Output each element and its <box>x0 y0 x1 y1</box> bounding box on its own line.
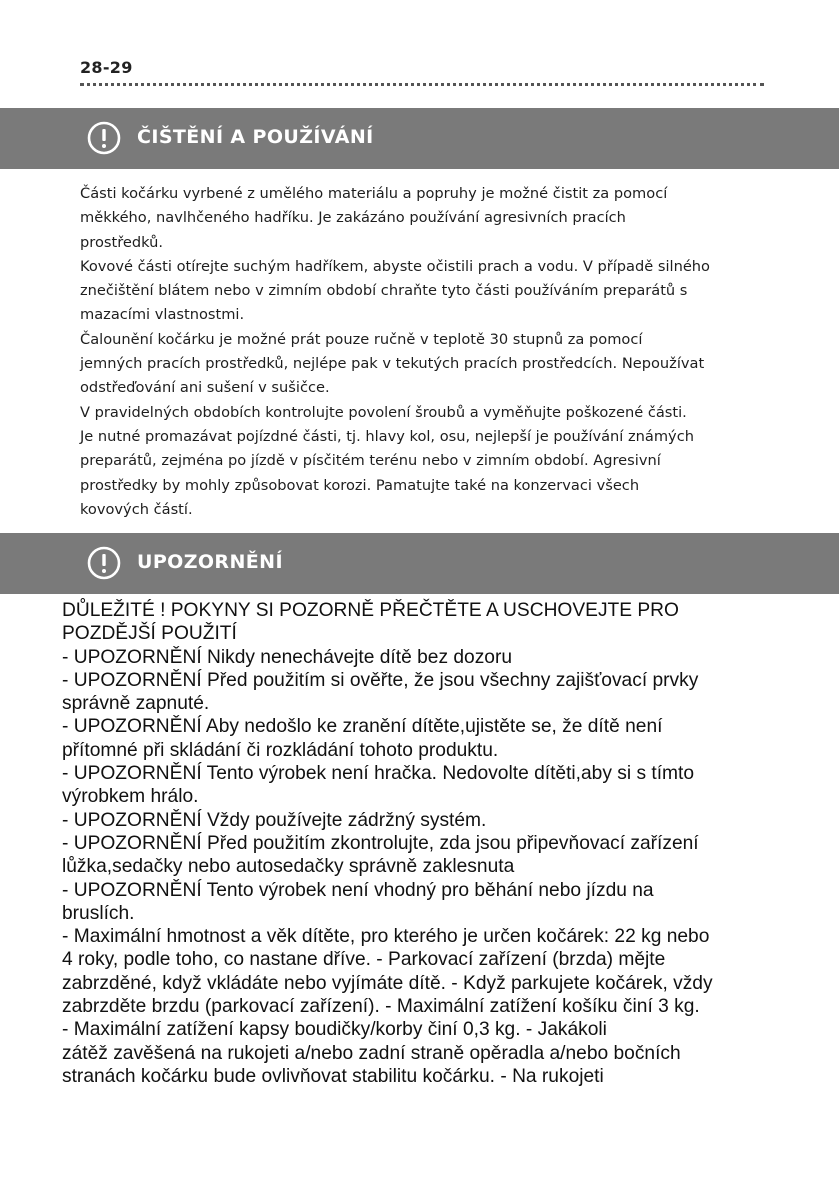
text-line: mazacími vlastnostmi. <box>80 306 245 324</box>
care-instructions <box>80 182 770 522</box>
text-line: - UPOZORNĚNÍ Tento výrobek není hračka. Nedovolte dítěti,aby si s tímto <box>62 763 695 785</box>
text-line: preparátů, zejména po jízdě v písčitém terénu nebo v zimním období. Agresivní <box>80 452 661 470</box>
text-line: odstřeďování ani sušení v sušičce. <box>80 379 330 397</box>
warning-circle-icon <box>87 546 121 580</box>
text-line: správně zapnuté. <box>62 693 210 715</box>
text-line: stranách kočárku bude ovlivňovat stabilitu kočárku. - Na rukojeti <box>62 1065 604 1087</box>
text-line: V pravidelných obdobích kontrolujte povolení šroubů a vyměňujte poškozené části. <box>80 403 687 421</box>
text-line: bruslích. <box>62 902 135 924</box>
warning-instructions <box>62 599 782 1088</box>
section-title-care: ČIŠTĚNÍ A POUŽÍVÁNÍ <box>137 126 374 148</box>
text-line: znečištění blátem nebo v zimním období chraňte tyto části používáním preparátů s <box>80 282 688 300</box>
text-line: - UPOZORNĚNÍ Před použitím zkontrolujte, zda jsou připevňovací zařízení <box>62 832 699 854</box>
text-line: POZDĚJŠÍ POUŽITÍ <box>62 623 237 645</box>
page-number: 28-29 <box>80 58 133 77</box>
text-line: jemných pracích prostředků, nejlépe pak v tekutých pracích prostředcích. Nepoužívat <box>80 355 705 373</box>
text-line: - UPOZORNĚNÍ Vždy používejte zádržný systém. <box>62 809 487 831</box>
text-line: Části kočárku vyrbené z umělého materiálu a popruhy je možné čistit za pomocí <box>80 185 668 202</box>
text-line: - Maximální hmotnost a věk dítěte, pro kterého je určen kočárek: 22 kg nebo <box>62 926 710 948</box>
text-line: zabrzděné, když vkládáte nebo vyjímáte dítě. - Když parkujete kočárek, vždy <box>62 972 713 994</box>
text-line: zátěž zavěšená na rukojeti a/nebo zadní straně opěradla a/nebo bočních <box>62 1042 681 1064</box>
text-line: DŮLEŽITÉ ! POKYNY SI POZORNĚ PŘEČTĚTE A USCHOVEJTE PRO <box>62 600 679 621</box>
section-header-care <box>0 108 839 169</box>
text-line: zabrzděte brzdu (parkovací zařízení). - Maximální zatížení košíku činí 3 kg. <box>62 996 700 1018</box>
text-line: Čalounění kočárku je možné prát pouze ručně v teplotě 30 stupnů za pomocí <box>80 330 643 348</box>
text-line: - UPOZORNĚNÍ Nikdy nenechávejte dítě bez dozoru <box>62 646 513 668</box>
text-line: 4 roky, podle toho, co nastane dříve. - Parkovací zařízení (brzda) mějte <box>62 949 666 971</box>
text-line: - UPOZORNĚNÍ Tento výrobek není vhodný pro běhání nebo jízdu na <box>62 879 654 901</box>
text-line: přítomné při skládání či rozkládání tohoto produktu. <box>62 739 499 761</box>
text-line: - UPOZORNĚNÍ Před použitím si ověřte, že jsou všechny zajišťovací prvky <box>62 669 699 691</box>
text-line: prostředků. <box>80 233 164 251</box>
text-line: měkkého, navlhčeného hadříku. Je zakázáno používání agresivních pracích <box>80 209 626 227</box>
warning-circle-icon <box>87 121 121 155</box>
section-title-warning: UPOZORNĚNÍ <box>137 551 283 573</box>
text-line: Je nutné promazávat pojízdné části, tj. hlavy kol, osu, nejlepší je používání známých <box>80 427 694 445</box>
section-header-warning <box>0 533 839 594</box>
text-line: výrobkem hrálo. <box>62 786 199 808</box>
text-line: - Maximální zatížení kapsy boudičky/korby činí 0,3 kg. - Jakákoli <box>62 1019 607 1041</box>
dotted-divider <box>80 83 764 86</box>
text-line: - UPOZORNĚNÍ Aby nedošlo ke zranění dítěte,ujistěte se, že dítě není <box>62 716 663 738</box>
text-line: kovových částí. <box>80 500 193 518</box>
text-line: prostředky by mohly způsobovat korozi. Pamatujte také na konzervaci všech <box>80 476 640 494</box>
text-line: Kovové části otírejte suchým hadříkem, abyste očistili prach a vodu. V případě silného <box>80 257 710 275</box>
text-line: lůžka,sedačky nebo autosedačky správně zaklesnuta <box>62 856 515 878</box>
